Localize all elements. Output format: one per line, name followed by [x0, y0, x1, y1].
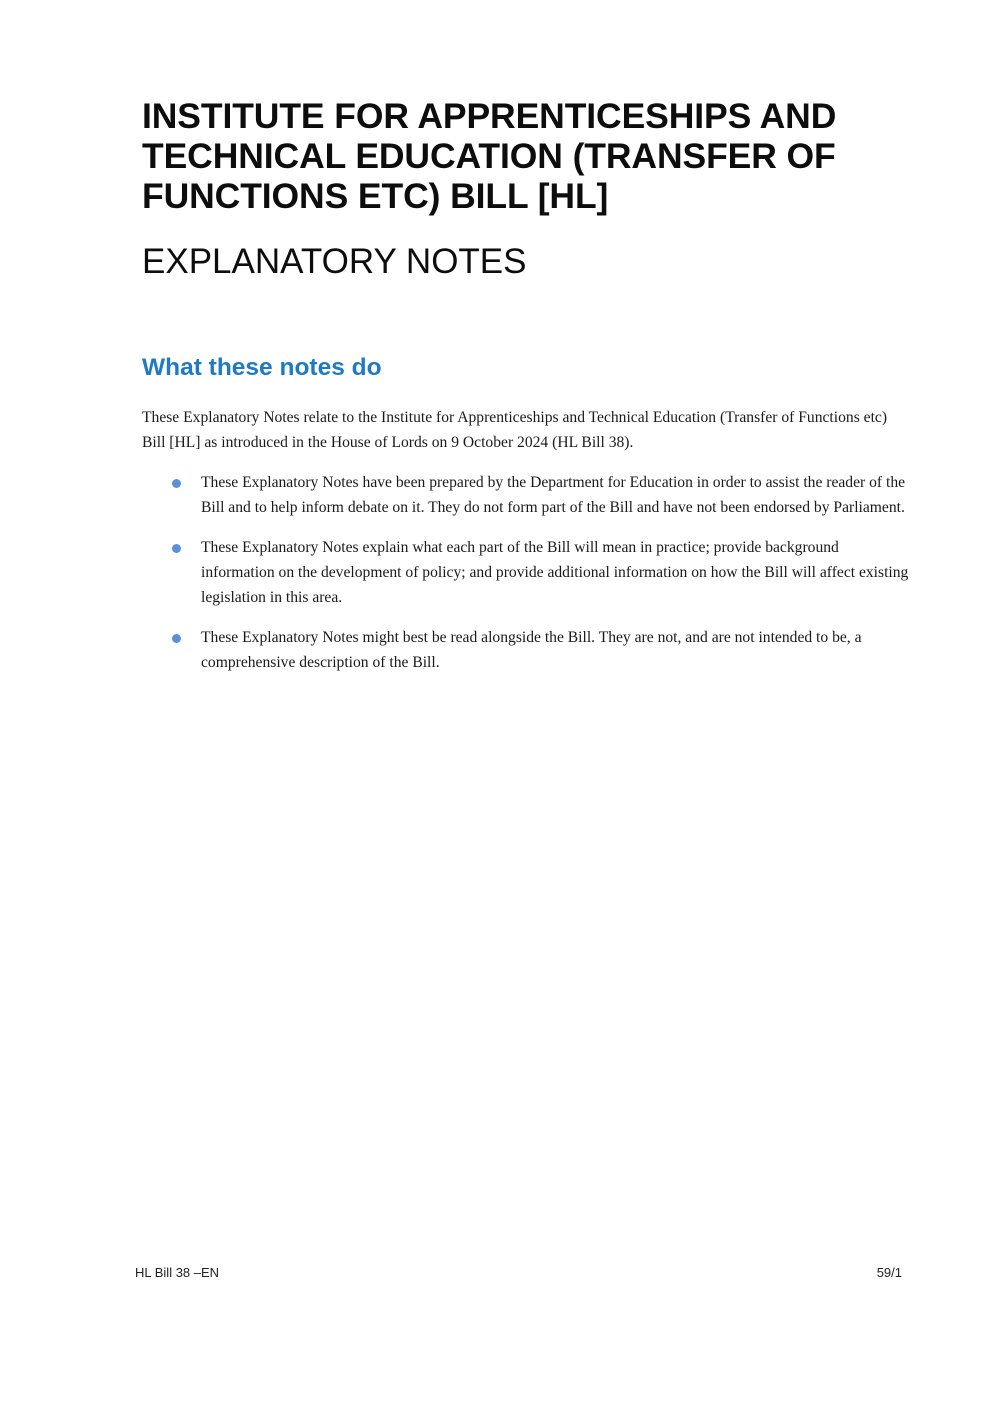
intro-paragraph: These Explanatory Notes relate to the Institute for Apprenticeships and Technical Education (Transfer of Functions etc) Bill [HL] as introduced in the House of Lords on 9 October 2024 (HL Bill 38).	[142, 409, 888, 451]
bullet-dot-icon	[172, 479, 181, 488]
bullet-dot-icon	[172, 634, 181, 643]
bill-title: INSTITUTE FOR APPRENTICESHIPS AND TECHNICAL EDUCATION (TRANSFER OF FUNCTIONS ETC) BILL [HL]	[142, 96, 837, 216]
bullet-text: These Explanatory Notes have been prepared by the Department for Education in order to assist the reader of the Bill and to help inform debate on it. They do not form part of the Bill and have not been endorsed by Parliament.	[201, 474, 906, 516]
bullet-text: These Explanatory Notes might best be read alongside the Bill. They are not, and are not intended to be, a comprehensive description of the Bill.	[201, 629, 862, 671]
document-subtitle: EXPLANATORY NOTES	[142, 242, 527, 281]
bullet-dot-icon	[172, 544, 181, 553]
bullet-item	[142, 625, 912, 675]
section-heading: What these notes do	[142, 354, 382, 381]
bullet-list	[142, 470, 912, 690]
bullet-item	[142, 535, 912, 610]
bullet-text: These Explanatory Notes explain what each part of the Bill will mean in practice; provide background information on the development of policy; and provide additional information on how the Bill will affect existing legislation in this area.	[201, 539, 909, 606]
footer-page-number: 59/1	[876, 1265, 902, 1280]
bullet-item	[142, 470, 912, 520]
footer-bill-reference: HL Bill 38 –EN	[135, 1265, 220, 1280]
